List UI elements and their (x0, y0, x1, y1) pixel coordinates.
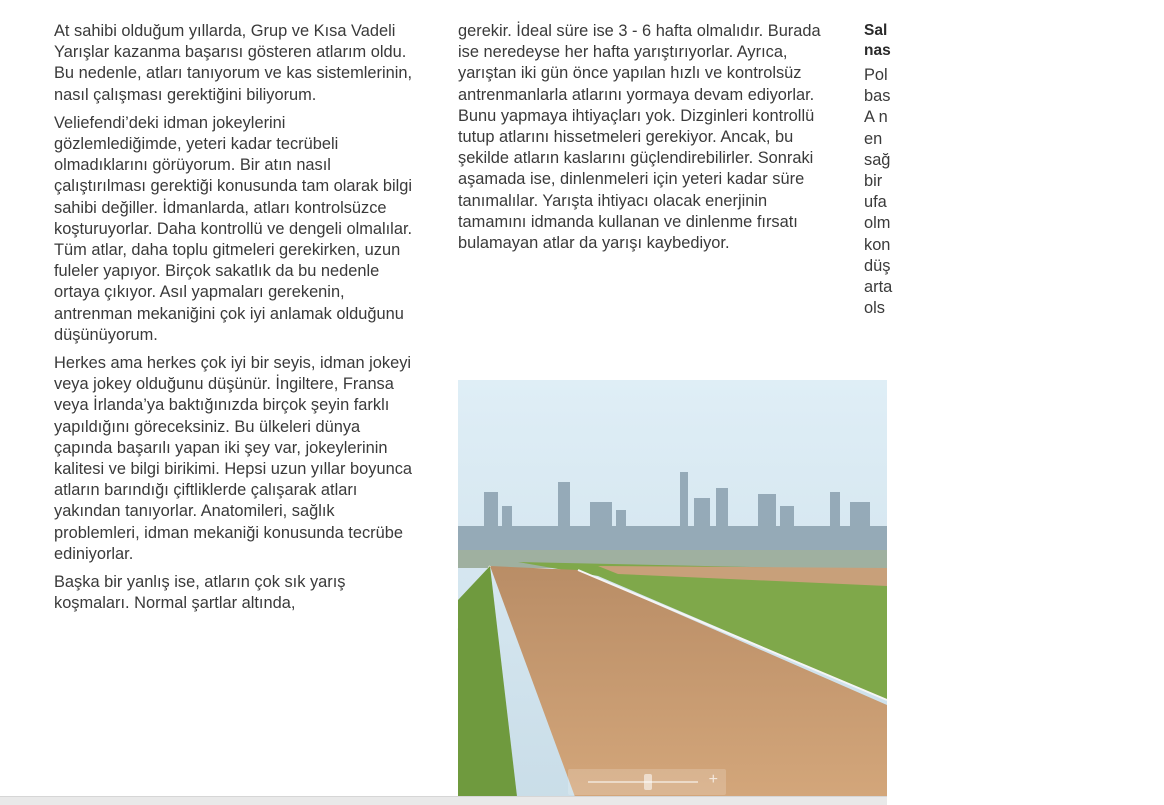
article-column-3-clipped (864, 21, 1164, 319)
article-column-2 (458, 21, 838, 261)
paragraph: At sahibi olduğum yıllarda, Grup ve Kısa Vadeli Yarışlar kazanma başarısı gösteren atlarım oldu. Bu nedenle, atları tanıyorum ve kas sistemlerinin, nasıl çalışması gerektiğini biliyorum. (54, 22, 413, 104)
bottom-scrollbar[interactable] (0, 796, 887, 805)
paragraph: gerekir. İdeal süre ise 3 - 6 hafta olmalıdır. Burada ise neredeyse her hafta yarıştırıyorlar. Ayrıca, yarıştan iki gün önce yapılan hızlı ve kontrolsüz antrenmanlarla atlarını yormaya devam ediyorlar. Bunu yapmaya ihtiyaçları yok. Dizginleri kontrollü tutup atlarını hissetmeleri gerekiyor. Ancak, bu şekilde atların kaslarını güçlendirebilirler. Sonraki aşamada ise, dinlenmeleri için yeteri kadar süre tanımalılar. Yarışta ihtiyacı olacak enerjinin tamamını idmanda kullanan ve dinlenme fırsatı bulamayan atlar da yarışı kaybediyor. (458, 22, 821, 253)
heading-line: Sal (864, 22, 888, 39)
racetrack-photo (458, 380, 887, 805)
text-line: düş (864, 256, 891, 275)
text-line: sağ (864, 150, 891, 169)
zoom-control[interactable] (568, 769, 726, 795)
text-line: ols (864, 299, 885, 318)
paragraph: Herkes ama herkes çok iyi bir seyis, idman jokeyi veya jokey olduğunu düşünür. İngiltere, Fransa veya İrlanda’ya baktığınızda birçok şeyin farklı yapıldığını göreceksiniz. Bu ülkeleri dünya çapında başarılı yapan iki şey var, jokeylerinin kalitesi ve bilgi birikimi. Hepsi uzun yıllar boyunca atların barındığı çiftliklerde çalışarak atları yakından tanıyorlar. Anatomileri, sağlık problemleri, idman mekaniği konusunda tecrübe ediniyorlar. (54, 354, 413, 563)
zoom-track[interactable] (588, 781, 698, 783)
text-line: bas (864, 87, 891, 106)
zoom-handle[interactable] (644, 774, 652, 790)
text-line: bir (864, 172, 883, 191)
section-heading (864, 21, 1164, 61)
text-line: en (864, 129, 883, 148)
paragraph: Veliefendi’deki idman jokeylerini gözlemlediğimde, yeteri kadar tecrübeli olmadıklarını görüyorum. Bir atın nasıl çalıştırılması gerektiği konusunda tam olarak bilgi sahibi değiller. İdmanlarda, atları kontrolsüzce koşturuyorlar. Daha kontrollü ve dengeli olmalılar. Tüm atlar, daha toplu gitmeleri gerekirken, uzun fuleler yapıyor. Birçok sakatlık da bu nedenle ortaya çıkıyor. Asıl yapmaları gerekenin, antrenman mekaniğini çok iyi anlamak olduğunu düşünüyorum. (54, 113, 413, 344)
text-line: A n (864, 108, 888, 127)
text-line: arta (864, 278, 893, 297)
text-line: kon (864, 235, 891, 254)
text-line: olm (864, 214, 891, 233)
heading-line: nas (864, 42, 891, 59)
article-column-1 (54, 21, 414, 621)
text-line: Pol (864, 66, 888, 84)
text-line: ufa (864, 193, 887, 212)
grandstand (458, 550, 887, 568)
clipped-text (864, 65, 1164, 319)
paragraph: Başka bir yanlış ise, atların çok sık yarış koşmaları. Normal şartlar altında, (54, 573, 346, 613)
zoom-in-icon[interactable]: + (708, 771, 718, 788)
racetrack-illustration (458, 380, 887, 805)
